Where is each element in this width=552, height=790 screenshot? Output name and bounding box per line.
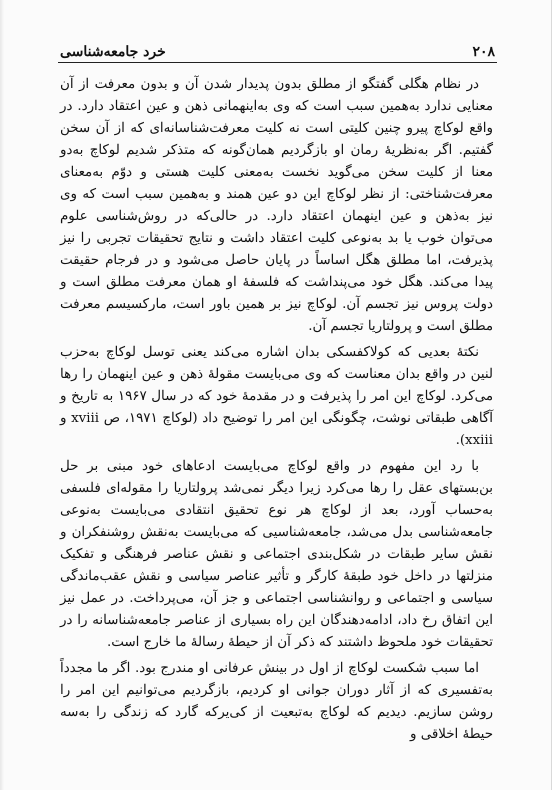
header-rule: [58, 62, 497, 63]
running-title: خرد جامعه‌شناسی: [60, 44, 166, 60]
paragraph-4: اما سبب شکست لوکاچ از اول در بینش عرفانی او مندرج بود. اگر ما مجدداً به‌تفسیری که از آثار دوران جوانی او کردیم، بازگردیم می‌توانیم این امر را روشن سازیم. دیدیم که لوکاچ به‌تبعیت از کی‌یرکه گارد که زندگی را به‌سه حیطهٔ اخلاقی و: [60, 661, 493, 742]
body-text: [60, 74, 493, 750]
paragraph-1: در نظام هگلی گفتگو از مطلق بدون پدیدار شدن آن و بدون معرفت از آن معنایی ندارد به‌همین سبب است که وی به‌اینهمانی ذهن و عین اعتقاد دارد. در واقع لوکاچ پیرو چنین کلیتی است نه کلیت معرفت‌شناسانه‌ای که از آن سخن گفتیم. اگر به‌نظریهٔ رمان او بازگردیم همان‌گونه که متذکر شدیم لوکاچ به‌دو معنا از کلیت سخن می‌گوید نخست به‌معنی کلیت هستی و دوّم به‌معنای معرفت‌شناختی: از نظر لوکاچ این دو عین همند و به‌همین سبب است که وی نیز به‌ذهن و عین اینهمان اعتقاد دارد. در حالی‌که در روش‌شناسی علوم می‌توان خوب یا بد به‌نوعی کلیت اعتقاد داشت و نتایج تحقیقات تجربی را نیز پذیرفت، اما مطلق هگل اساساً در پایان حاصل می‌شود و در فرجام حقیقت پیدا می‌کند. هگل خود می‌پنداشت که فلسفهٔ او همان معرفت مطلق است و دولت پروس نیز تجسم آن. لوکاچ نیز بر همین باور است، مارکسیسم معرفت مطلق است و پرولتاریا تجسم آن.: [60, 77, 493, 334]
paragraph-2: نکتهٔ بعدیی که کولاکفسکی بدان اشاره می‌کند یعنی توسل لوکاچ به‌حزب لنین در واقع بدان معناست که وی می‌بایست مقولهٔ ذهن و عین اینهمان را رها می‌کرد. لوکاچ این امر را پذیرفت و در مقدمهٔ خود که در سال ۱۹۶۷ به تاریخ و آگاهی طبقاتی نوشت، چگونگی این امر را توضیح داد (لوکاچ ۱۹۷۱، ص xviii و xxiii).: [60, 345, 493, 448]
page-edge-shadow: [0, 0, 4, 790]
page-number: ۲۰۸: [472, 44, 495, 60]
paragraph-3: با رد این مفهوم در واقع لوکاچ می‌بایست ادعاهای خود مبنی بر حل بن‌بستهای عقل را رها می‌کرد زیرا دیگر نمی‌شد پرولتاریا را مقوله‌ای فلسفی به‌حساب آورد، بعد از لوکاچ هر نوع تحقیق انتقادی می‌بایست به‌نوعی جامعه‌شناسی بدل می‌شد، جامعه‌شناسیی که می‌بایست به‌نقش روشنفکران و نقش سایر طبقات در شکل‌بندی اجتماعی و نقش عناصر فرهنگی و تفکیک منزلتها در داخل خود طبقهٔ کارگر و تأثیر عناصر سیاسی و نقش عقب‌ماندگی سیاسی و اجتماعی و روانشناسی اجتماعی و جز آن، می‌پرداخت. در عمل نیز این اتفاق رخ داد، ادامه‌دهندگان این راه بسیاری از عناصر جامعه‌شناسانه را در تحقیقات خود ملحوظ داشتند که ذکر آن از حیطهٔ رسالهٔ ما خارج است.: [60, 459, 493, 650]
page-header: [60, 34, 495, 60]
